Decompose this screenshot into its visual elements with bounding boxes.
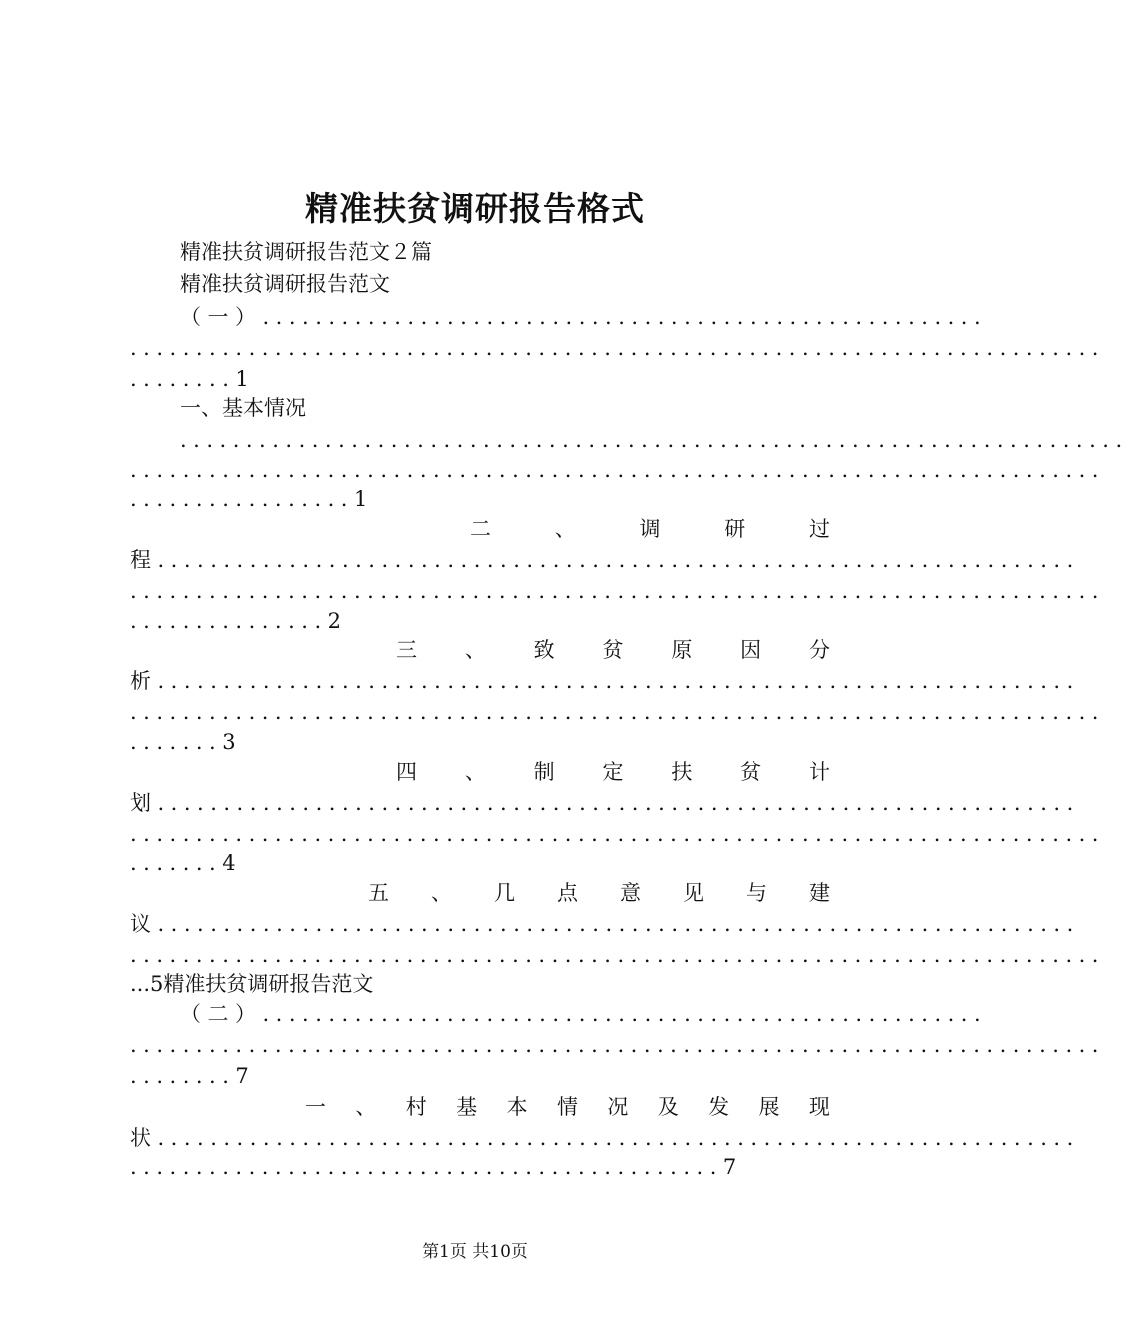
toc-heading-spread bbox=[305, 1092, 830, 1122]
char: 情 bbox=[556, 1095, 578, 1119]
document-title: 精准扶贫调研报告格式 bbox=[305, 189, 645, 228]
char: 发 bbox=[708, 1095, 730, 1119]
char: 原 bbox=[671, 638, 693, 662]
char: 现 bbox=[808, 1095, 830, 1119]
toc-line: .......................................................................... bbox=[130, 1033, 1105, 1057]
doc-line-subtitle: 精准扶贫调研报告范文２篇 bbox=[180, 240, 432, 264]
toc-line: ...............2 bbox=[130, 609, 348, 633]
toc-line: .......3 bbox=[130, 730, 243, 754]
doc-line-section-title: 精准扶贫调研报告范文 bbox=[180, 272, 390, 296]
char: 调 bbox=[639, 517, 661, 541]
toc-line: .......................................................................... bbox=[130, 943, 1105, 967]
char: 、 bbox=[554, 517, 576, 541]
char: 定 bbox=[602, 760, 624, 784]
char: 、 bbox=[431, 881, 452, 905]
char: 几 bbox=[494, 881, 515, 905]
char: 因 bbox=[740, 638, 762, 662]
char: 研 bbox=[724, 517, 746, 541]
char: 意 bbox=[620, 881, 641, 905]
toc-line: ........................................................................ bbox=[180, 428, 1129, 452]
toc-line: .............................................7 bbox=[130, 1155, 743, 1179]
char: 与 bbox=[746, 881, 767, 905]
toc-line: （一）....................................................... bbox=[180, 305, 988, 329]
toc-heading-spread bbox=[396, 635, 830, 665]
toc-line: ...5精准扶贫调研报告范文 bbox=[130, 972, 374, 996]
toc-line: .......................................................................... bbox=[130, 458, 1105, 482]
char: 三 bbox=[396, 638, 417, 662]
char: 展 bbox=[758, 1095, 780, 1119]
toc-line: .......................................................................... bbox=[130, 822, 1105, 846]
char: 过 bbox=[809, 517, 830, 541]
char: 、 bbox=[464, 760, 486, 784]
toc-heading-spread bbox=[470, 514, 830, 544]
toc-line: .......................................................................... bbox=[130, 579, 1105, 603]
char: 况 bbox=[607, 1095, 629, 1119]
char: 分 bbox=[808, 638, 830, 662]
toc-line: .......................................................................... bbox=[130, 336, 1105, 360]
toc-line: ........7 bbox=[130, 1064, 256, 1088]
toc-line: 议...................................................................... bbox=[130, 912, 1080, 936]
toc-line: .......................................................................... bbox=[130, 700, 1105, 724]
char: 建 bbox=[809, 881, 830, 905]
char: 村 bbox=[405, 1095, 427, 1119]
char: 基 bbox=[456, 1095, 478, 1119]
toc-heading-spread bbox=[396, 757, 830, 787]
char: 扶 bbox=[671, 760, 693, 784]
char: 四 bbox=[396, 760, 417, 784]
char: 、 bbox=[355, 1095, 377, 1119]
char: 五 bbox=[368, 881, 389, 905]
toc-line: 状...................................................................... bbox=[130, 1126, 1080, 1150]
toc-heading-spread bbox=[368, 878, 830, 908]
char: 计 bbox=[808, 760, 830, 784]
toc-line: .......4 bbox=[130, 851, 243, 875]
char: 见 bbox=[683, 881, 704, 905]
char: 、 bbox=[464, 638, 486, 662]
char: 及 bbox=[657, 1095, 679, 1119]
toc-line: 划...................................................................... bbox=[130, 791, 1080, 815]
char: 制 bbox=[533, 760, 555, 784]
toc-heading: 一、基本情况 bbox=[180, 396, 306, 420]
char: 二 bbox=[470, 517, 491, 541]
char: 贫 bbox=[602, 638, 624, 662]
char: 本 bbox=[506, 1095, 528, 1119]
char: 致 bbox=[533, 638, 555, 662]
char: 一 bbox=[305, 1095, 326, 1119]
toc-line: ........1 bbox=[130, 367, 256, 391]
toc-line: 析...................................................................... bbox=[130, 669, 1080, 693]
toc-line: 程...................................................................... bbox=[130, 548, 1080, 572]
toc-line: （二）....................................................... bbox=[180, 1002, 988, 1026]
page-footer: 第1页 共10页 bbox=[422, 1242, 528, 1262]
char: 贫 bbox=[740, 760, 762, 784]
char: 点 bbox=[557, 881, 578, 905]
toc-line: .................1 bbox=[130, 487, 374, 511]
